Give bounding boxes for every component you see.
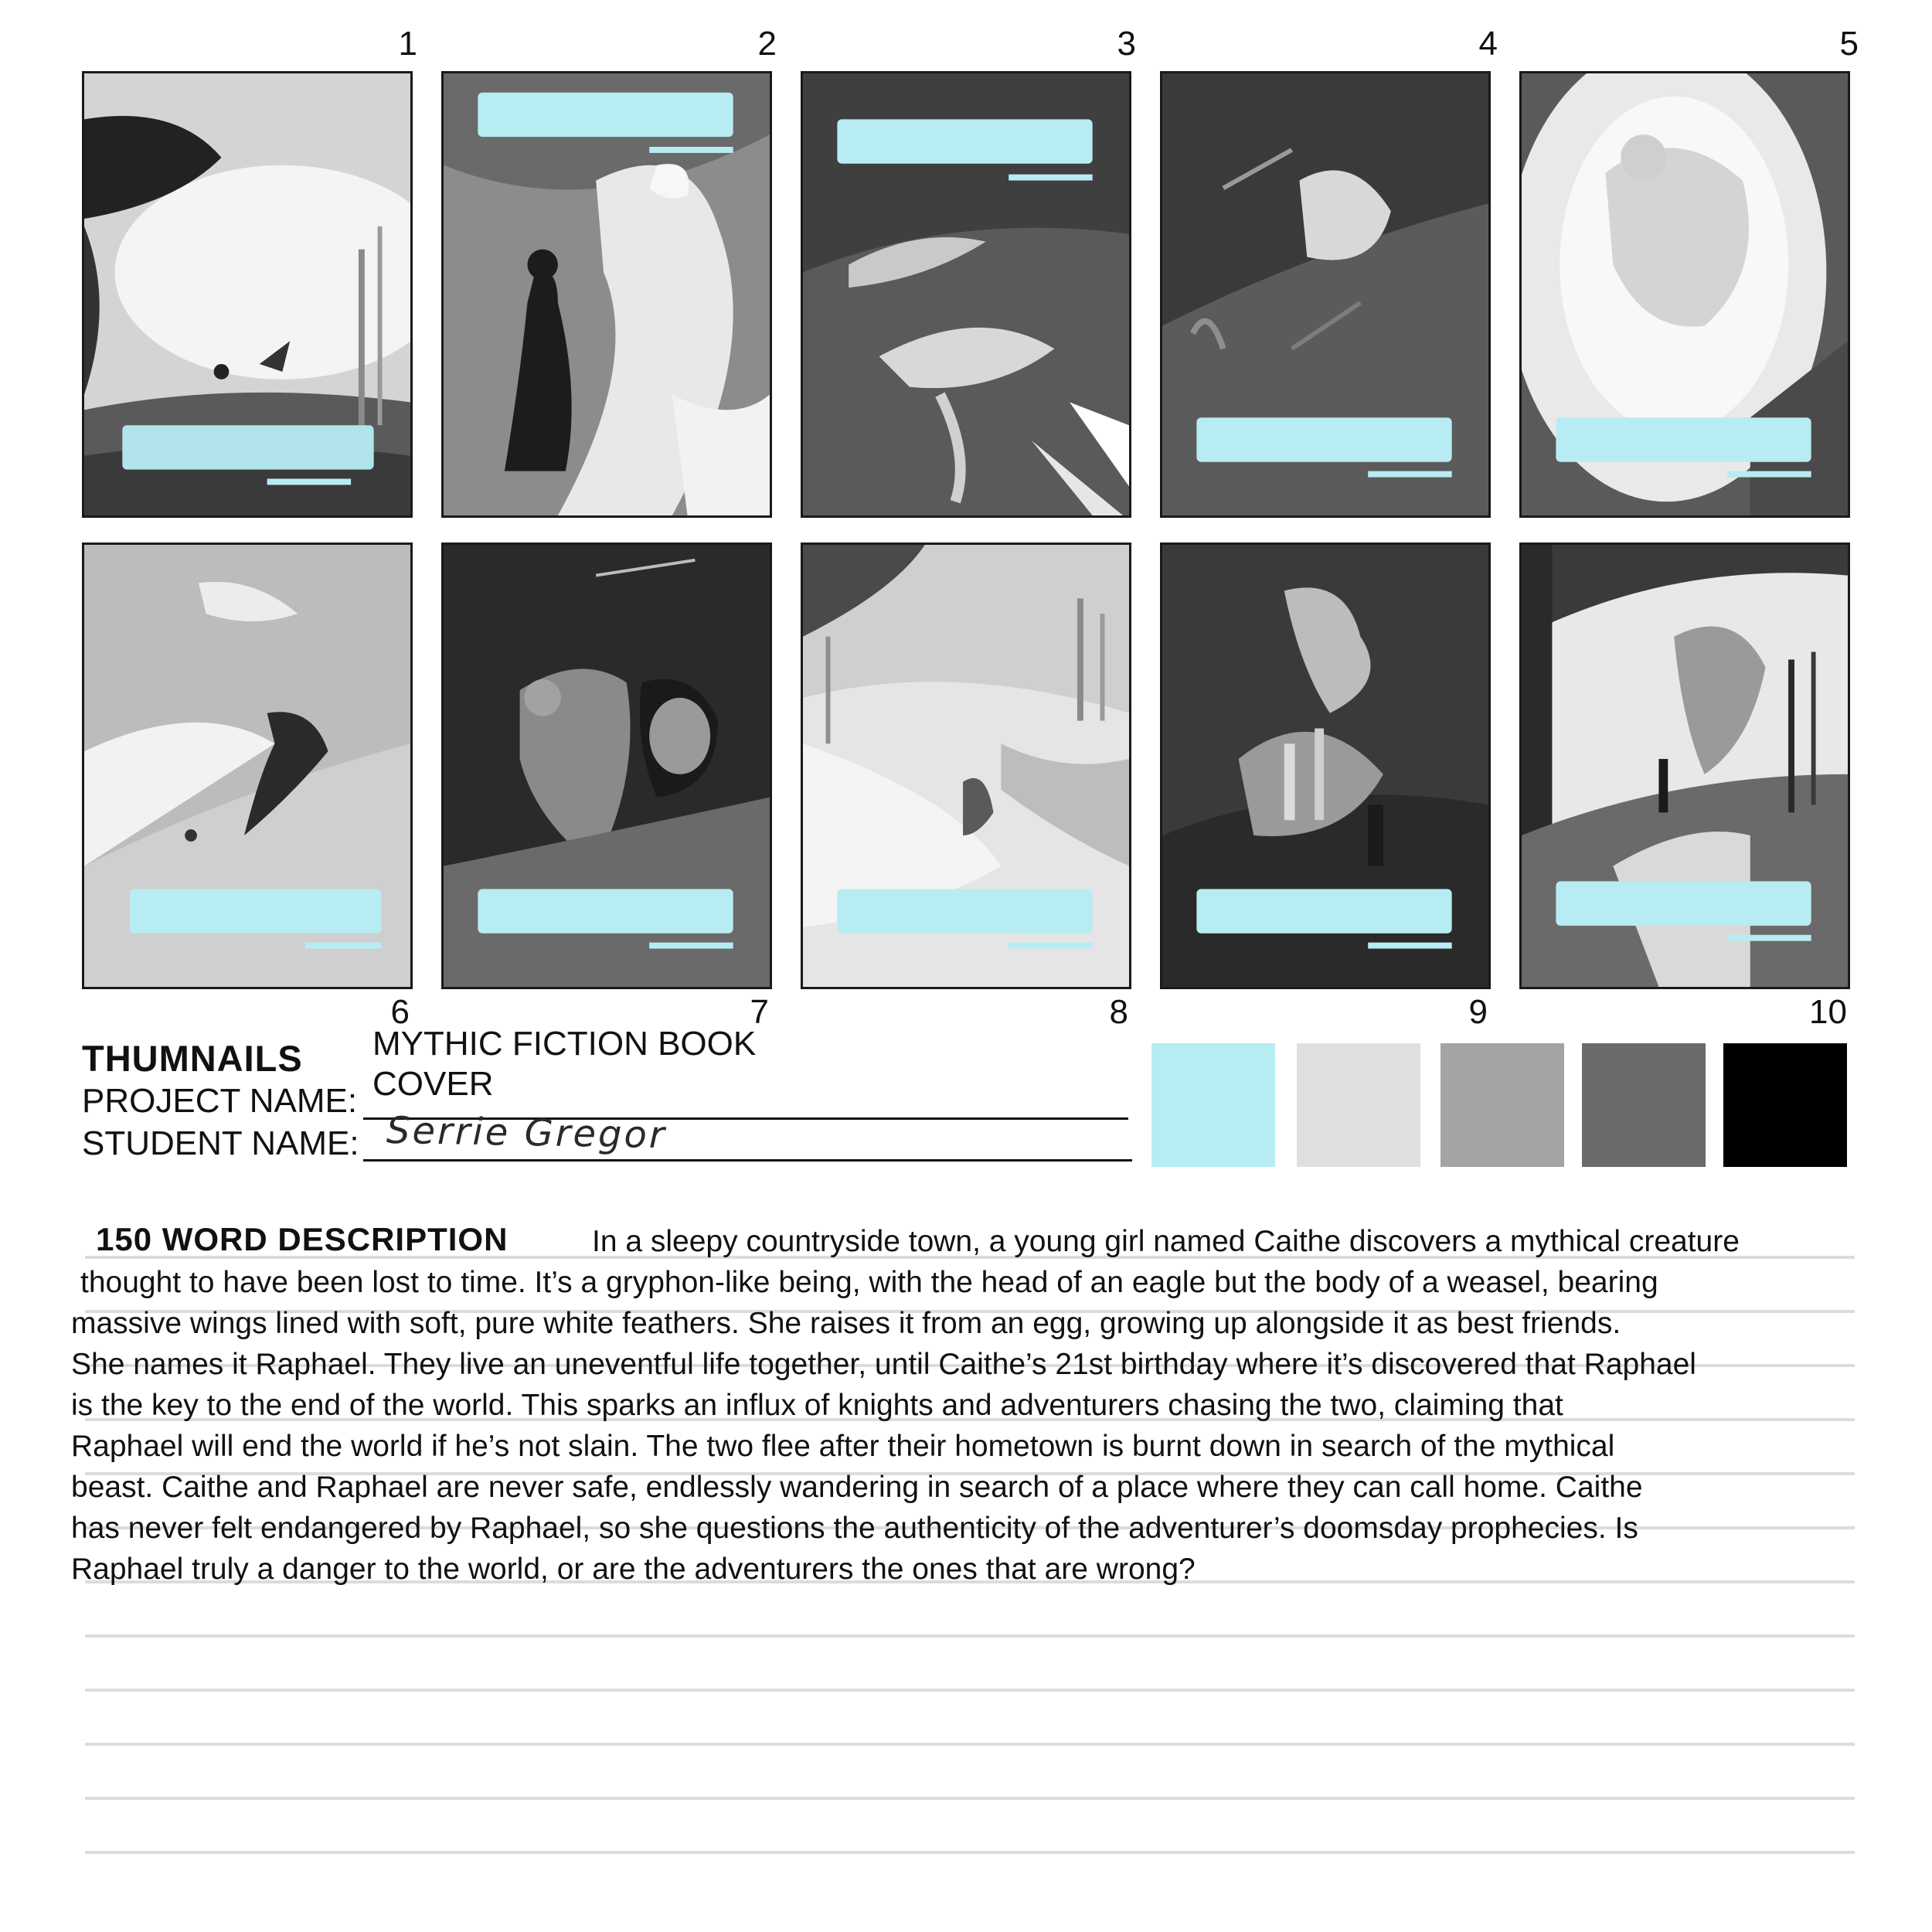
ruled-line <box>85 1634 1855 1638</box>
thumbnail-2 <box>441 71 772 518</box>
thumbnail-4 <box>1160 71 1491 518</box>
thumbnail-7 <box>441 543 772 989</box>
palette-swatch-cyan <box>1151 1043 1275 1167</box>
description-line: Raphael will end the world if he’s not slain. The two flee after their hometown is burnt down in search of the mythical <box>71 1430 1615 1463</box>
ruled-line <box>85 1743 1855 1746</box>
palette-swatch-dark-gray <box>1582 1043 1706 1167</box>
section-heading: THUMNAILS <box>82 1038 303 1079</box>
project-name-value <box>372 1024 836 1104</box>
thumb-number: 6 <box>390 993 410 1031</box>
description-line: is the key to the end of the world. This sparks an influx of knights and adventurers chasing the two, claiming that <box>71 1389 1563 1422</box>
description-line: beast. Caithe and Raphael are never safe, endlessly wandering in search of a place where they can call home. Caithe <box>71 1471 1643 1504</box>
description-heading: 150 WORD DESCRIPTION <box>96 1221 509 1257</box>
thumb-number: 7 <box>750 993 769 1031</box>
ruled-line <box>85 1797 1855 1800</box>
thumbnail-3 <box>801 71 1131 518</box>
project-name-line: MYTHIC FICTION BOOK <box>372 1025 757 1063</box>
description-line: massive wings lined with soft, pure white feathers. She raises it from an egg, growing up alongside it as best friends. <box>71 1307 1621 1340</box>
thumbnail-10 <box>1519 543 1850 989</box>
thumb-number: 4 <box>1478 25 1498 63</box>
description-line: Raphael truly a danger to the world, or are the adventurers the ones that are wrong? <box>71 1553 1196 1586</box>
thumb-number: 3 <box>1117 25 1136 63</box>
thumbnail-1 <box>82 71 413 518</box>
thumb-number: 1 <box>398 25 417 63</box>
project-name-line: COVER <box>372 1065 494 1103</box>
student-name-underline <box>363 1159 1132 1162</box>
student-signature: Serrie Gregor <box>386 1108 668 1158</box>
thumb-number: 10 <box>1809 993 1847 1031</box>
student-name-label: STUDENT NAME: <box>82 1124 359 1162</box>
thumb-number: 8 <box>1109 993 1128 1031</box>
thumb-number: 2 <box>757 25 777 63</box>
ruled-line <box>85 1851 1855 1854</box>
thumb-number: 9 <box>1468 993 1488 1031</box>
thumbnail-6 <box>82 543 413 989</box>
description-line: She names it Raphael. They live an uneventful life together, until Caithe’s 21st birthday where it’s discovered that Raphael <box>71 1348 1696 1381</box>
project-name-label: PROJECT NAME: <box>82 1082 358 1120</box>
thumbnail-9 <box>1160 543 1491 989</box>
palette-swatch-mid-gray <box>1440 1043 1564 1167</box>
description-line: has never felt endangered by Raphael, so she questions the authenticity of the adventurer’s doomsday prophecies. Is <box>71 1512 1638 1545</box>
thumbnail-8 <box>801 543 1131 989</box>
thumbnail-5 <box>1519 71 1850 518</box>
description-line: thought to have been lost to time. It’s a gryphon-like being, with the head of an eagle but the body of a weasel, bearing <box>80 1266 1658 1299</box>
ruled-line <box>85 1689 1855 1692</box>
description-line: In a sleepy countryside town, a young girl named Caithe discovers a mythical creature <box>592 1225 1740 1258</box>
palette-swatch-black <box>1723 1043 1847 1167</box>
thumb-number: 5 <box>1839 25 1859 63</box>
palette-swatch-light-gray <box>1297 1043 1420 1167</box>
